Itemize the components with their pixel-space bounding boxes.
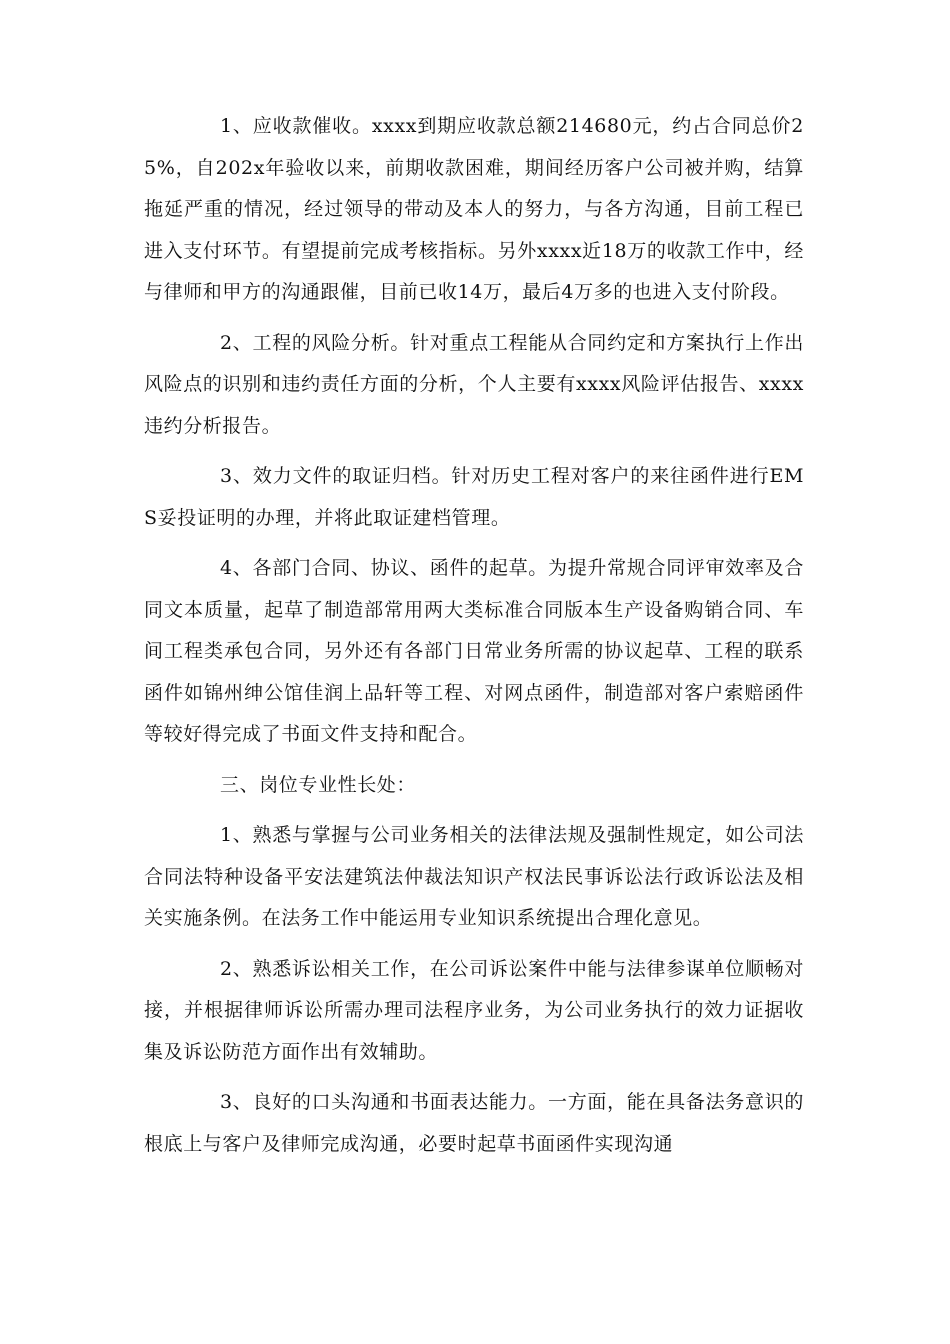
paragraph-legal-knowledge: 1、熟悉与掌握与公司业务相关的法律法规及强制性规定，如公司法合同法特种设备平安法建筑法仲裁法知识产权法民事诉讼法行政诉讼法及相关实施条例。在法务工作中能运用专业知识系统提出合理化意见。 bbox=[144, 824, 804, 929]
document-body bbox=[144, 106, 804, 1174]
paragraph-risk-analysis: 2、工程的风险分析。针对重点工程能从合同约定和方案执行上作出风险点的识别和违约责任方面的分析，个人主要有xxxx风险评估报告、xxxx违约分析报告。 bbox=[144, 331, 804, 437]
paragraph-communication-skills: 3、良好的口头沟通和书面表达能力。一方面，能在具备法务意识的根底上与客户及律师完成沟通，必要时起草书面函件实现沟通 bbox=[144, 1091, 804, 1155]
paragraph-evidence-archiving: 3、效力文件的取证归档。针对历史工程对客户的来往函件进行EMS妥投证明的办理，并将此取证建档管理。 bbox=[144, 465, 804, 529]
paragraph-receivables-collection: 1、应收款催收。xxxx到期应收款总额214680元，约占合同总价25%，自202x年验收以来，前期收款困难，期间经历客户公司被并购，结算拖延严重的情况，经过领导的带动及本人的努力，与各方沟通，目前工程已进入支付环节。有望提前完成考核指标。另外xxxx近18万的收款工作中，经与律师和甲方的沟通跟催，目前已收14万，最后4万多的也进入支付阶段。 bbox=[144, 115, 804, 303]
section-heading-strengths: 三、岗位专业性长处： bbox=[220, 773, 417, 796]
paragraph-litigation-work: 2、熟悉诉讼相关工作，在公司诉讼案件中能与法律参谋单位顺畅对接，并根据律师诉讼所需办理司法程序业务，为公司业务执行的效力证据收集及诉讼防范方面作出有效辅助。 bbox=[144, 957, 804, 1063]
paragraph-contract-drafting: 4、各部门合同、协议、函件的起草。为提升常规合同评审效率及合同文本质量，起草了制造部常用两大类标准合同版本生产设备购销合同、车间工程类承包合同，另外还有各部门日常业务所需的协议起草、工程的联系函件如锦州绅公馆佳润上品轩等工程、对网点函件，制造部对客户索赔函件等较好得完成了书面文件支持和配合。 bbox=[144, 557, 804, 745]
